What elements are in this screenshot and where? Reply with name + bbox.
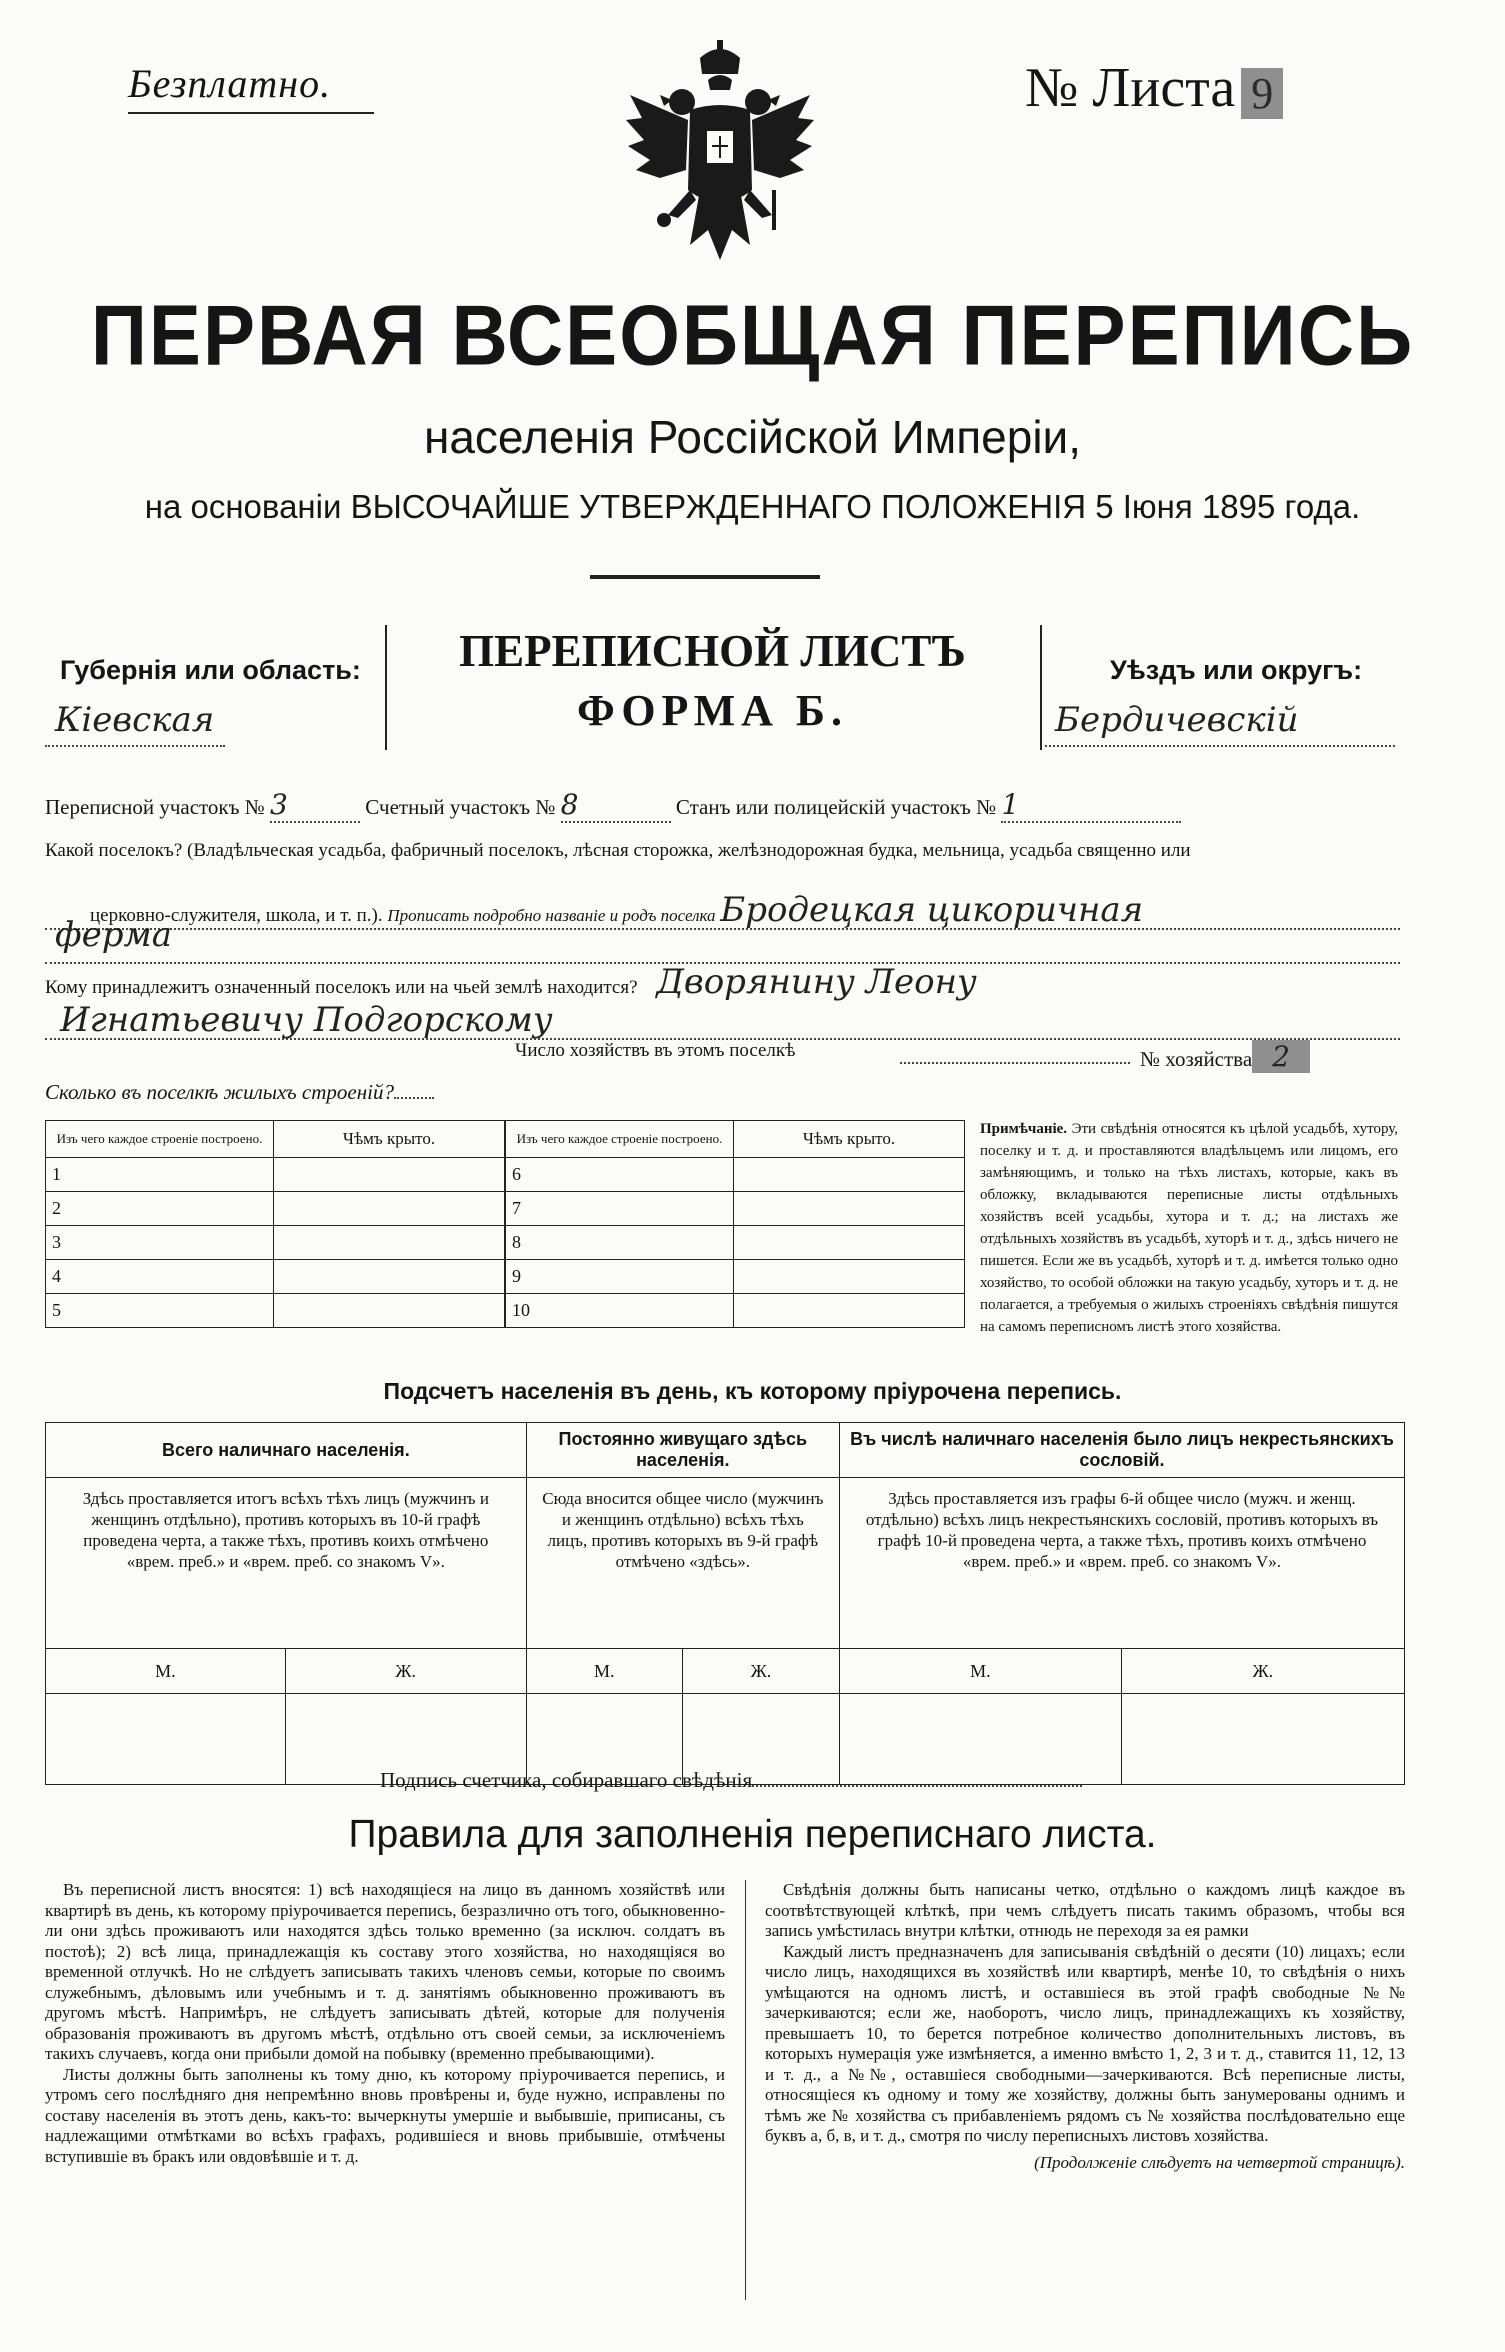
female-header: Ж. (285, 1649, 526, 1694)
rules-paragraph: Листы должны быть заполнены къ тому дню, къ которому пріурочивается перепись, и утромъ сего послѣдняго дня непремѣнно вновь провѣрены и, буде нужно, исправлены по составу населенія въ этотъ день, какъ-то: вычеркнуты умершіе и выбывшіе, приписаны, съ надлежащими отмѣтками во всѣхъ графахъ, родившіеся и вновь прибывшіе, отмѣчены вступившіе въ бракъ или овдовѣвшіе и т. д. (45, 2064, 725, 2166)
main-title: ПЕРВАЯ ВСЕОБЩАЯ ПЕРЕПИСЬ (90, 286, 1415, 384)
building-row: 1 (46, 1158, 274, 1192)
building-row: 3 (46, 1226, 274, 1260)
buildings-row (45, 1080, 434, 1105)
rules-right-column (765, 1880, 1405, 2173)
rules-paragraph: Въ переписной листъ вносятся: 1) всѣ находящіеся на лицо въ данномъ хозяйствѣ или квартирѣ въ день, къ которому пріурочивается перепись, безразлично отъ того, обыкновенно-ли они здѣсь проживаютъ или находятся здѣсь только временно (за исключ. солдатъ въ постоѣ); 2) всѣ лица, принадлежащія къ составу этого хозяйства, но находящіяся во временной отлучкѣ. Но не слѣдуетъ записывать такихъ членовъ семьи, которые по своимъ служебнымъ, дѣловымъ или учебнымъ и т. д. занятіямъ обыкновенно проживаютъ въ другомъ мѣстѣ. Напримѣръ, не слѣдуетъ записывать дѣтей, которые для полученія образованія проживаютъ въ другомъ мѣстѣ, отдѣльно отъ своей семьи, за исключеніемъ такихъ случаевъ, когда они прибыли домой на побывку (временно пребывающими). (45, 1880, 725, 2063)
buildings-table-right (505, 1120, 965, 1328)
col-roof: Чѣмъ крыто. (734, 1121, 965, 1158)
female-header: Ж. (682, 1649, 839, 1694)
rules-paragraph: Каждый листъ предназначенъ для записыванія свѣдѣній о десяти (10) лицахъ; если число лицъ, находящихся въ хозяйствѣ или квартирѣ, менѣе 10, то свѣдѣнія о нихъ умѣщаются на одномъ листѣ, и оставшіеся въ этой графѣ свободные №№ зачеркиваются; если же, наоборотъ, число лицъ, принадлежащихъ къ хозяйству, превышаетъ 10, то берется потребное количество дополнительныхъ листовъ, въ которыхъ нумерація уже измѣняется, а именно вмѣсто 1, 2, 3 и т. д., ставится 11, 12, 13 и т. д., а №№, оставшіеся свободными—зачеркиваются. Всѣ переписные листы, относящіеся къ одному и тому же хозяйству, должны быть занумерованы однимъ и тѣмъ же № хозяйства съ прибавленіемъ рядомъ съ № хозяйства послѣдовательно еще буквъ а, б, в, и т. д., смотря по числу переписныхъ листовъ хозяйства. (765, 1941, 1405, 2145)
male-header: М. (46, 1649, 286, 1694)
population-table (45, 1422, 1405, 1785)
sheet-number-value: 9 (1241, 68, 1283, 119)
buildings-table-left (45, 1120, 505, 1328)
rules-title: Правила для заполненія переписнаго листа. (348, 1813, 1157, 1856)
district-value: Бердичевскій (1055, 700, 1299, 740)
household-no-label: № хозяйства (1140, 1047, 1253, 1071)
settlement-row-2 (90, 890, 1143, 930)
settlement-underline (45, 928, 1400, 930)
police-section-value: 1 (1001, 788, 1181, 823)
building-row: 6 (506, 1158, 734, 1192)
note-text: Эти свѣдѣнія относятся къ цѣлой усадьбѣ, хутору, поселку и т. д. и проставляются владѣльцемъ или лицомъ, его замѣняющимъ, и только на тѣхъ листахъ, которые, какъ въ обложку, вкладываются переписные листы отдѣльныхъ хозяйствъ всей усадьбы, хутора и т. д.; на листахъ же отдѣльныхъ хозяйствъ въ усадьбѣ, хуторѣ и т. д., здѣсь ничего не пишется. Если же въ усадьбѣ, хуторѣ и т. д. имѣется только одно хозяйство, то особой обложки на такую усадьбу, хуторъ и т. д. не полагается, а требуемыя о жилыхъ строеніяхъ свѣдѣнія пишутся на самомъ переписномъ листѣ этого хозяйства. (980, 1121, 1399, 1335)
col-nonpeasant-head: Въ числѣ наличнаго населенія было лицъ некрестьянскихъ сословій. (839, 1423, 1404, 1478)
settlement-hint-2: церковно-служителя, школа, и т. п.). (90, 905, 383, 926)
census-section-value: 3 (270, 788, 360, 823)
province-underline (45, 745, 225, 747)
rules-left-column (45, 1880, 725, 2167)
settlement-instruction: Прописать подробно названіе и родъ поселка (387, 906, 716, 925)
building-row: 8 (506, 1226, 734, 1260)
male-header: М. (839, 1649, 1121, 1694)
province-value: Кіевская (55, 700, 215, 740)
district-label: Уѣздъ или округъ: (1110, 655, 1363, 685)
col-total-desc: Здѣсь проставляется итогъ всѣхъ тѣхъ лицъ (мужчинъ и женщинъ отдѣльно), противъ которыхъ въ 10-й графѣ проведена черта, а также тѣхъ, противъ коихъ отмѣчено «врем. преб.» и «врем. преб. со знакомъ V». (46, 1478, 527, 1649)
owner-value-2: Игнатьевичу Подгорскому (60, 1000, 553, 1040)
buildings-label: Сколько въ поселкѣ жилыхъ строеній? (45, 1080, 394, 1104)
note (980, 1118, 1398, 1338)
owner-question: Кому принадлежитъ означенный поселокъ или на чьей землѣ находится? (45, 977, 638, 998)
col-nonpeasant-desc: Здѣсь проставляется изъ графы 6-й общее число (мужч. и женщ. отдѣльно) всѣхъ лицъ некрестьянскихъ сословій, противъ которыхъ въ графѣ 10-й проведена черта, а также тѣхъ, противъ коихъ отмѣчено «врем. преб.» и «врем. преб. со знакомъ V». (839, 1478, 1404, 1649)
households-label: Число хозяйствъ въ этомъ поселкѣ (515, 1040, 796, 1061)
owner-value-1: Дворянину Леону (656, 962, 977, 1002)
form-type: ФОРМА Б. (577, 686, 848, 735)
settlement-question: Какой поселокъ? (45, 840, 183, 861)
col-total-head: Всего наличнаго населенія. (46, 1423, 527, 1478)
settlement-value-2: ферма (55, 915, 172, 955)
col-material: Изъ чего каждое строеніе построено. (46, 1121, 274, 1158)
free-label: Безплатно. (128, 61, 332, 106)
building-row: 9 (506, 1260, 734, 1294)
form-title: ПЕРЕПИСНОЙ ЛИСТЪ (459, 626, 966, 676)
rules-paragraph: Свѣдѣнія должны быть написаны четко, отдѣльно о каждомъ лицѣ каждое въ соотвѣтствующей клѣткѣ, при чемъ слѣдуетъ писать такимъ образомъ, чтобы вся запись умѣстилась внутри клѣтки, отнюдь не переходя за ея рамки (765, 1880, 1405, 1940)
building-row: 2 (46, 1192, 274, 1226)
female-header: Ж. (1121, 1649, 1404, 1694)
building-row: 10 (506, 1294, 734, 1328)
household-no-value: 2 (1252, 1040, 1310, 1073)
police-section-label: Станъ или полицейскій участокъ № (675, 795, 997, 819)
col-roof: Чѣмъ крыто. (274, 1121, 505, 1158)
column-separator (745, 1880, 746, 2300)
census-section-row (45, 788, 1181, 823)
col-permanent-desc: Сюда вносится общее число (мужчинъ и женщинъ отдѣльно) всѣхъ тѣхъ лицъ, противъ которыхъ въ 9-й графѣ отмѣчено «здѣсь». (526, 1478, 839, 1649)
signature-row (380, 1768, 1082, 1793)
subtitle: населенія Россійской Имперіи, (423, 411, 1082, 463)
households-underline (900, 1062, 1130, 1064)
col-material: Изъ чего каждое строеніе построено. (506, 1121, 734, 1158)
building-row: 7 (506, 1192, 734, 1226)
free-underline (128, 112, 374, 114)
district-underline (1045, 745, 1395, 747)
counting-section-value: 8 (561, 788, 671, 823)
household-no-row (1140, 1040, 1310, 1073)
owner-row (45, 962, 977, 1002)
settlement-hint: (Владѣльческая усадьба, фабричный поселокъ, лѣсная сторожка, желѣзнодорожная будка, мельница, усадьба священно или (187, 840, 1191, 861)
nonpeasant-female-cell (1121, 1694, 1404, 1785)
total-male-cell (46, 1694, 286, 1785)
legal-basis: на основаніи ВЫСОЧАЙШЕ УТВЕРЖДЕННАГО ПОЛОЖЕНІЯ 5 Іюня 1895 года. (144, 488, 1361, 525)
building-row: 4 (46, 1260, 274, 1294)
counting-section-label: Счетный участокъ № (365, 795, 556, 819)
male-header: М. (526, 1649, 682, 1694)
double-headed-eagle-emblem (620, 40, 820, 285)
building-row: 5 (46, 1294, 274, 1328)
population-title: Подсчетъ населенія въ день, къ которому пріурочена перепись. (383, 1378, 1122, 1404)
settlement-row (45, 840, 1191, 862)
note-label: Примѣчаніе. (980, 1121, 1068, 1137)
census-section-label: Переписной участокъ № (45, 795, 265, 819)
divider (590, 575, 820, 579)
province-label: Губернія или область: (60, 655, 361, 685)
signature-label: Подпись счетчика, собиравшаго свѣдѣнія (380, 1768, 753, 1792)
sheet-number (1025, 56, 1283, 120)
rules-continued: (Продолженіе слѣдуетъ на четвертой страницѣ). (1034, 2152, 1405, 2172)
sheet-number-label: № Листа (1025, 57, 1236, 119)
settlement-value-1: Бродецкая цикоричная (720, 890, 1144, 930)
col-permanent-head: Постоянно живущаго здѣсь населенія. (526, 1423, 839, 1478)
